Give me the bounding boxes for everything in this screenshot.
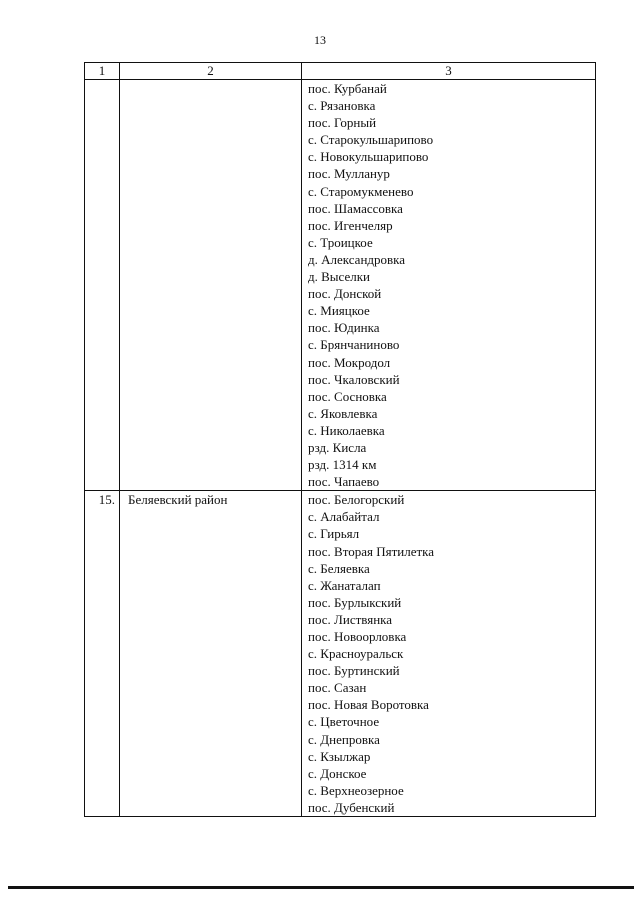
- settlement-item: с. Алабайтал: [308, 509, 380, 525]
- settlement-list: [302, 491, 596, 817]
- settlement-item: пос. Мокродол: [308, 354, 391, 370]
- settlement-item: пос. Шамассовка: [308, 200, 403, 216]
- settlement-item: пос. Белогорский: [308, 492, 405, 508]
- settlement-item: с. Мияцкое: [308, 303, 370, 319]
- settlement-item: пос. Мулланур: [308, 166, 390, 182]
- table-row: [85, 491, 596, 817]
- settlement-item: пос. Листвянка: [308, 611, 393, 627]
- settlement-item: с. Гирьял: [308, 526, 360, 542]
- settlement-item: с. Кзылжар: [308, 748, 371, 764]
- district-name: Беляевский район: [120, 491, 302, 817]
- settlement-item: пос. Сосновка: [308, 388, 387, 404]
- settlement-item: с. Красноуральск: [308, 646, 404, 662]
- table-body: [85, 80, 596, 817]
- settlement-item: пос. Дубенский: [308, 799, 395, 815]
- settlement-item: с. Днепровка: [308, 731, 380, 747]
- page-number: 13: [314, 33, 326, 47]
- footer-rule: [8, 886, 634, 889]
- settlement-item: с. Старокульшарипово: [308, 132, 434, 148]
- row-number: [85, 80, 120, 491]
- settlement-item: с. Николаевка: [308, 422, 385, 438]
- settlement-item: пос. Чкаловский: [308, 371, 400, 387]
- settlement-item: с. Жанаталап: [308, 577, 381, 593]
- settlement-item: пос. Чапаево: [308, 474, 380, 490]
- settlement-item: с. Троицкое: [308, 234, 373, 250]
- district-name: [120, 80, 302, 491]
- settlement-item: пос. Вторая Пятилетка: [308, 543, 435, 559]
- column-header-number: 1: [85, 63, 120, 80]
- settlement-item: пос. Донской: [308, 286, 382, 302]
- column-header-settlements: 3: [302, 63, 596, 80]
- settlement-list: [302, 80, 596, 491]
- settlements-table: [84, 62, 596, 817]
- settlement-item: с. Новокульшарипово: [308, 149, 429, 165]
- settlement-item: с. Брянчаниново: [308, 337, 400, 353]
- settlement-item: пос. Новая Воротовка: [308, 697, 429, 713]
- settlement-item: пос. Юдинка: [308, 320, 380, 336]
- table-row: [85, 80, 596, 491]
- settlement-item: с. Старомукменево: [308, 183, 414, 199]
- settlement-item: пос. Новоорловка: [308, 629, 407, 644]
- header-row: [85, 63, 596, 80]
- settlement-item: с. Беляевка: [308, 560, 370, 576]
- settlement-item: с. Донское: [308, 765, 367, 781]
- settlement-item: с. Верхнеозерное: [308, 782, 404, 798]
- settlement-item: пос. Горный: [308, 115, 377, 131]
- settlement-item: рзд. 1314 км: [308, 457, 377, 473]
- settlement-item: пос. Буртинский: [308, 663, 400, 679]
- settlement-item: пос. Игенчеляр: [308, 217, 393, 233]
- table-header: [85, 63, 596, 80]
- settlement-item: пос. Курбанай: [308, 81, 387, 96]
- settlement-item: рзд. Кисла: [308, 439, 367, 455]
- settlement-item: с. Яковлевка: [308, 405, 378, 421]
- column-header-district: 2: [120, 63, 302, 80]
- settlement-item: д. Выселки: [308, 269, 370, 285]
- row-number: 15.: [85, 491, 120, 817]
- settlement-item: с. Рязановка: [308, 98, 376, 114]
- settlement-item: пос. Сазан: [308, 680, 367, 696]
- settlement-item: с. Цветочное: [308, 714, 380, 730]
- settlement-item: пос. Бурлыкский: [308, 594, 402, 610]
- settlement-item: д. Александровка: [308, 251, 406, 267]
